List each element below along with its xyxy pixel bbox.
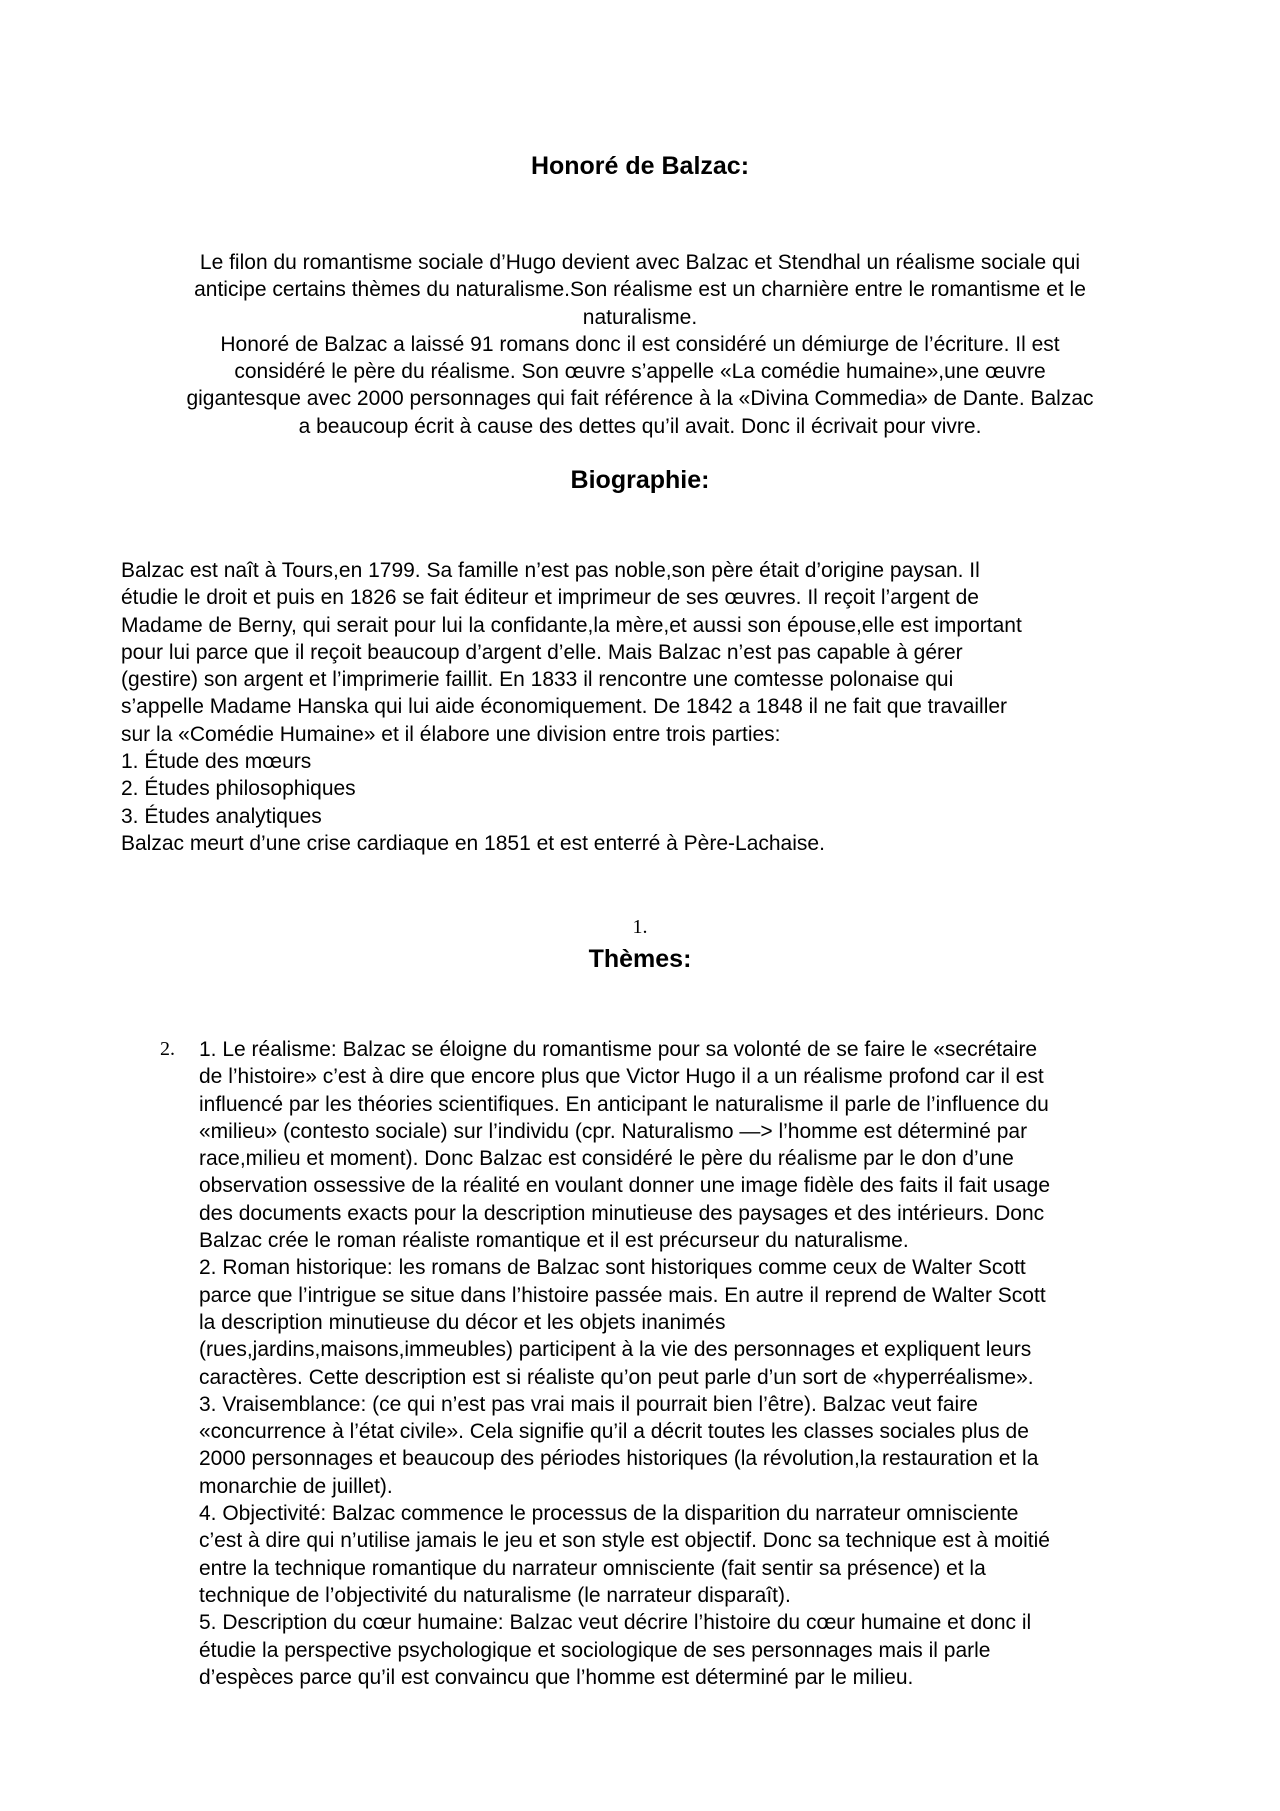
intro-line: gigantesque avec 2000 personnages qui fait référence à la «Divina Commedia» de Dante. Balzac <box>186 387 1094 411</box>
themes-list <box>199 1036 1199 1691</box>
intro-line: considéré le père du réalisme. Son œuvre s’appelle «La comédie humaine»,une œuvre <box>234 360 1046 384</box>
themes-line: «concurrence à l’état civile». Cela signifie qu’il a décrit toutes les classes sociales plus de <box>199 1420 1029 1444</box>
themes-line: 5. Description du cœur humaine: Balzac veut décrire l’histoire du cœur humaine et donc il <box>199 1611 1032 1635</box>
biography-list-item: 2. Études philosophiques <box>121 777 356 801</box>
intro-line: Le filon du romantisme sociale d’Hugo devient avec Balzac et Stendhal un réalisme sociale qui <box>199 251 1081 274</box>
biography-paragraph <box>121 557 1181 857</box>
themes-line: observation ossessive de la réalité en voulant donner une image fidèle des faits il fait usage <box>199 1174 1051 1198</box>
biography-line: Balzac meurt d’une crise cardiaque en 1851 et est enterré à Père-Lachaise. <box>121 831 825 855</box>
biography-heading: Biographie: <box>570 466 710 494</box>
intro-line: a beaucoup écrit à cause des dettes qu’il avait. Donc il écrivait pour vivre. <box>298 414 982 438</box>
themes-line: parce que l’intrigue se situe dans l’histoire passée mais. En autre il reprend de Walter Scott <box>199 1283 1046 1307</box>
themes-line: «milieu» (contesto sociale) sur l’individu (cpr. Naturalismo —> l’homme est déterminé par <box>199 1119 1028 1143</box>
intro-line: naturalisme. <box>582 305 698 329</box>
themes-line: caractères. Cette description est si réaliste qu’on peut parle d’un sort de «hyperréalisme». <box>199 1365 1034 1389</box>
themes-line: Balzac crée le roman réaliste romantique et il est précurseur du naturalisme. <box>199 1229 909 1253</box>
themes-line: 1. Le réalisme: Balzac se éloigne du romantisme pour sa volonté de se faire le «secrétaire <box>199 1038 1038 1061</box>
themes-line: technique de l’objectivité du naturalisme (le narrateur disparaît). <box>199 1583 791 1607</box>
biography-list-item: 3. Études analytiques <box>121 804 322 828</box>
themes-line: de l’histoire» c’est à dire que encore plus que Victor Hugo il a un réalisme profond car il est <box>199 1065 1044 1089</box>
biography-line: pour lui parce que il reçoit beaucoup d’argent d’elle. Mais Balzac n’est pas capable à gérer <box>121 640 963 664</box>
themes-line: entre la technique romantique du narrateur omnisciente (fait sentir sa présence) et la <box>199 1556 986 1580</box>
biography-list-item: 1. Étude des mœurs <box>121 750 312 774</box>
intro-line: anticipe certains thèmes du naturalisme.Son réalisme est un charnière entre le romantisme et le <box>194 278 1086 302</box>
themes-line: c’est à dire qui n’utilise jamais le jeu et son style est objectif. Donc sa technique est à moitié <box>199 1529 1050 1553</box>
themes-line: 4. Objectivité: Balzac commence le processus de la disparition du narrateur omnisciente <box>199 1502 1019 1526</box>
themes-line: (rues,jardins,maisons,immeubles) participent à la vie des personnages et expliquent leurs <box>199 1338 1032 1362</box>
themes-line: monarchie de juillet). <box>199 1474 393 1498</box>
biography-line: (gestire) son argent et l’imprimerie faillit. En 1833 il rencontre une comtesse polonaise qui <box>121 668 954 692</box>
themes-line: la description minutieuse du décor et les objets inanimés <box>199 1310 726 1334</box>
themes-list-marker: 2. <box>160 1038 175 1060</box>
themes-line: 3. Vraisemblance: (ce qui n’est pas vrai mais il pourrait bien l’être). Balzac veut faire <box>199 1392 978 1416</box>
biography-line: étudie le droit et puis en 1826 se fait éditeur et imprimeur de ses œuvres. Il reçoit l’argent de <box>121 586 979 610</box>
themes-number: 1. <box>632 916 648 938</box>
themes-line: des documents exacts pour la description minutieuse des paysages et des intérieurs. Donc <box>199 1201 1045 1225</box>
themes-line: d’espèces parce qu’il est convaincu que l’homme est déterminé par le milieu. <box>199 1665 914 1689</box>
themes-line: race,milieu et moment). Donc Balzac est considéré le père du réalisme par le don d’une <box>199 1147 1014 1171</box>
page-title: Honoré de Balzac: <box>530 152 750 180</box>
biography-line: Balzac est naît à Tours,en 1799. Sa famille n’est pas noble,son père était d’origine paysan. Il <box>121 559 980 582</box>
biography-line: s’appelle Madame Hanska qui lui aide économiquement. De 1842 a 1848 il ne fait que travailler <box>121 695 1008 719</box>
themes-line: étudie la perspective psychologique et sociologique de ses personnages mais il parle <box>199 1638 991 1662</box>
themes-heading: Thèmes: <box>588 945 692 973</box>
themes-line: 2. Roman historique: les romans de Balzac sont historiques comme ceux de Walter Scott <box>199 1256 1026 1280</box>
intro-line: Honoré de Balzac a laissé 91 romans donc il est considéré un démiurge de l’écriture. Il est <box>220 332 1060 356</box>
biography-line: sur la «Comédie Humaine» et il élabore une division entre trois parties: <box>121 722 781 746</box>
biography-line: Madame de Berny, qui serait pour lui la confidante,la mère,et aussi son épouse,elle est important <box>121 613 1022 637</box>
themes-line: 2000 personnages et beaucoup des périodes historiques (la révolution,la restauration et la <box>199 1447 1039 1471</box>
themes-line: influencé par les théories scientifiques. En anticipant le naturalisme il parle de l’influence du <box>199 1092 1049 1116</box>
intro-paragraph <box>120 249 1160 440</box>
